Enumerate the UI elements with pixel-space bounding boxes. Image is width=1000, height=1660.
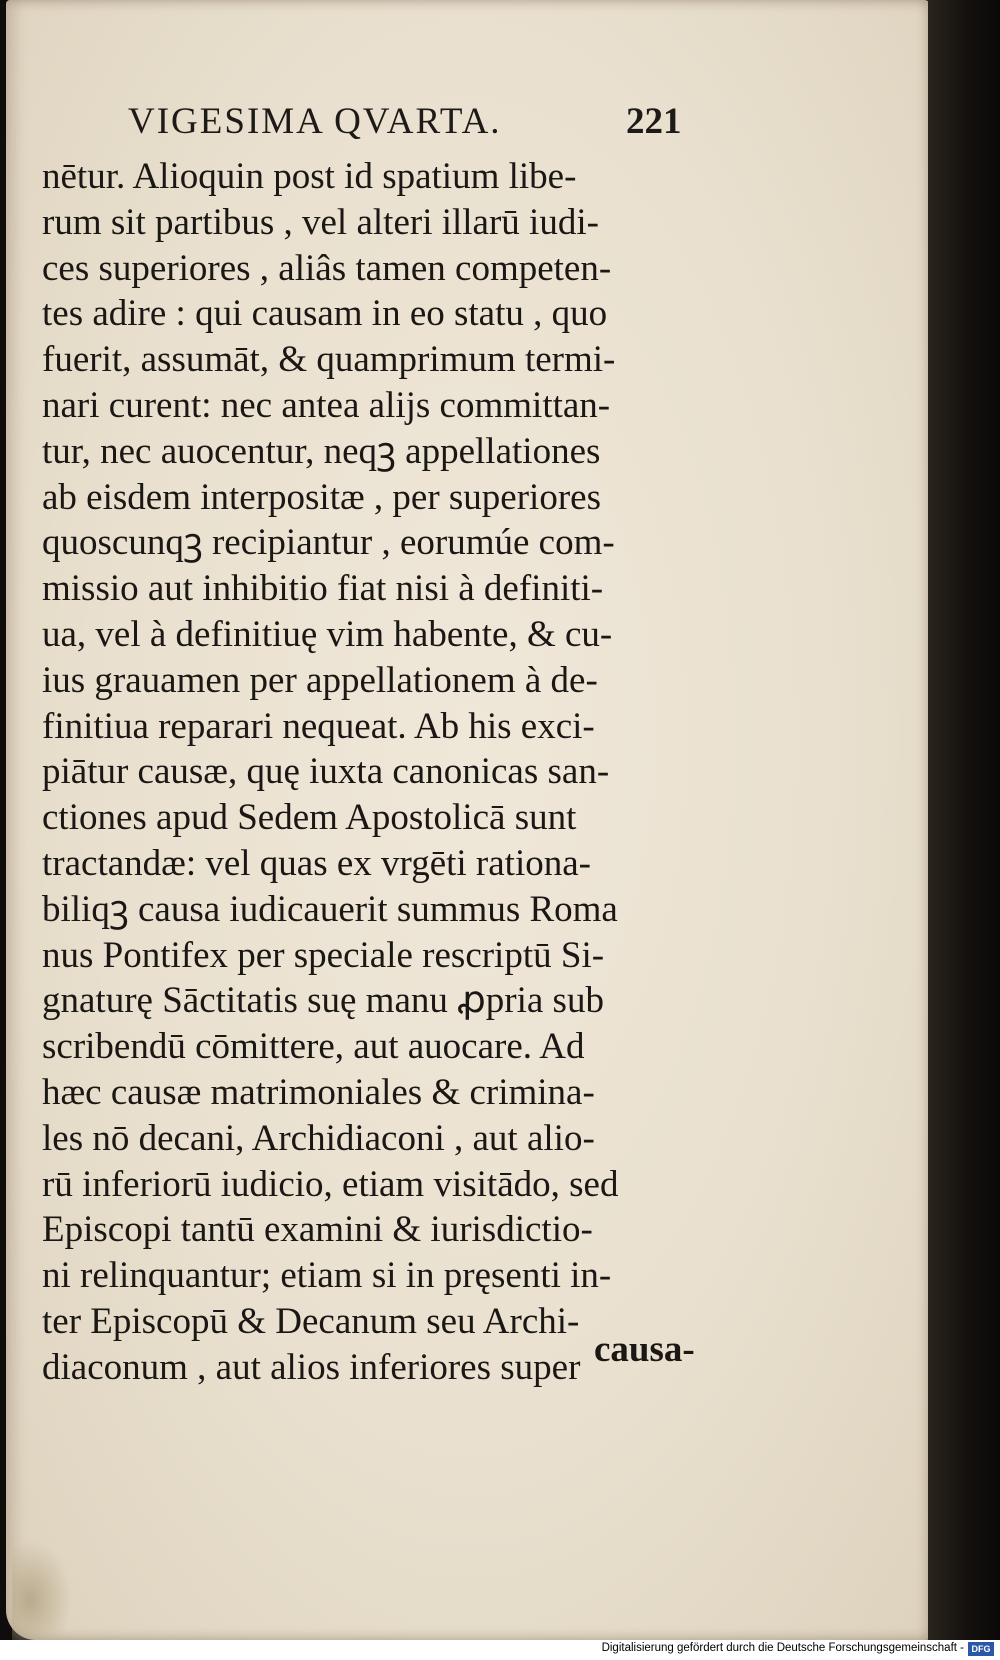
text-line: ua, vel à definitiuę vim habente, & cu- (42, 613, 613, 655)
dfg-logo-icon: DFG (968, 1642, 994, 1656)
text-line: Episcopi tantū examini & iurisdictio- (42, 1209, 593, 1251)
digitization-footer (0, 1640, 1000, 1660)
text-line: scribendū cōmittere, aut auocare. Ad (42, 1026, 585, 1068)
text-line: ab eisdem interpositæ , per superiores (42, 476, 601, 518)
text-line: hæc causæ matrimoniales & crimina- (42, 1071, 595, 1113)
text-line: ni relinquantur; etiam si in pręsenti in- (42, 1255, 612, 1297)
text-line: ces superiores , aliâs tamen competen- (42, 247, 612, 289)
text-line: quoscunqꝫ recipiantur , eorumúe com- (42, 522, 615, 564)
text-line: nus Pontifex per speciale rescriptū Si- (42, 934, 605, 976)
book-gutter (928, 0, 1000, 1640)
text-line: diaconum , aut alios inferiores super (42, 1346, 581, 1388)
text-line: tes adire : qui causam in eo statu , quo (42, 293, 608, 335)
text-line: finitiua reparari nequeat. Ab his exci- (42, 705, 595, 747)
text-line: fuerit, assumāt, & quamprimum termi- (42, 339, 616, 381)
text-line: ius grauamen per appellationem à de- (42, 659, 598, 701)
book-page (6, 0, 932, 1640)
text-line: rū inferiorū iudicio, etiam visitādo, sed (42, 1163, 619, 1205)
text-line: rum sit partibus , vel alteri illarū iudi- (42, 201, 599, 243)
text-line: missio aut inhibitio fiat nisi à definiti- (42, 568, 604, 610)
running-head (128, 100, 728, 150)
text-line: biliqꝫ causa iudicauerit summus Roma (42, 888, 618, 930)
text-line: tur, nec auocentur, neqꝫ appellationes (42, 430, 601, 472)
text-line: piātur causæ, quę iuxta canonicas san- (42, 751, 610, 793)
text-line: nari curent: nec antea alijs committan- (42, 384, 611, 426)
text-line: tractandæ: vel quas ex vrgēti rationa- (42, 842, 591, 884)
text-line: gnaturę Sāctitatis suę manu ꝓpria sub (42, 980, 604, 1022)
funding-credit: Digitalisierung gefördert durch die Deutsche Forschungsgemeinschaft - (601, 1642, 964, 1654)
page-number: 221 (626, 101, 682, 142)
text-line: les nō decani, Archidiaconi , aut alio- (42, 1117, 595, 1159)
body-text (42, 154, 742, 1391)
text-line: ctiones apud Sedem Apostolicā sunt (42, 797, 577, 839)
page-stain (12, 1540, 72, 1640)
catchword: causa- (594, 1329, 695, 1370)
text-line: nētur. Alioquin post id spatium libe- (42, 156, 577, 197)
text-line: ter Episcopū & Decanum seu Archi- (42, 1300, 580, 1342)
running-title: VIGESIMA QVARTA. (128, 101, 502, 142)
